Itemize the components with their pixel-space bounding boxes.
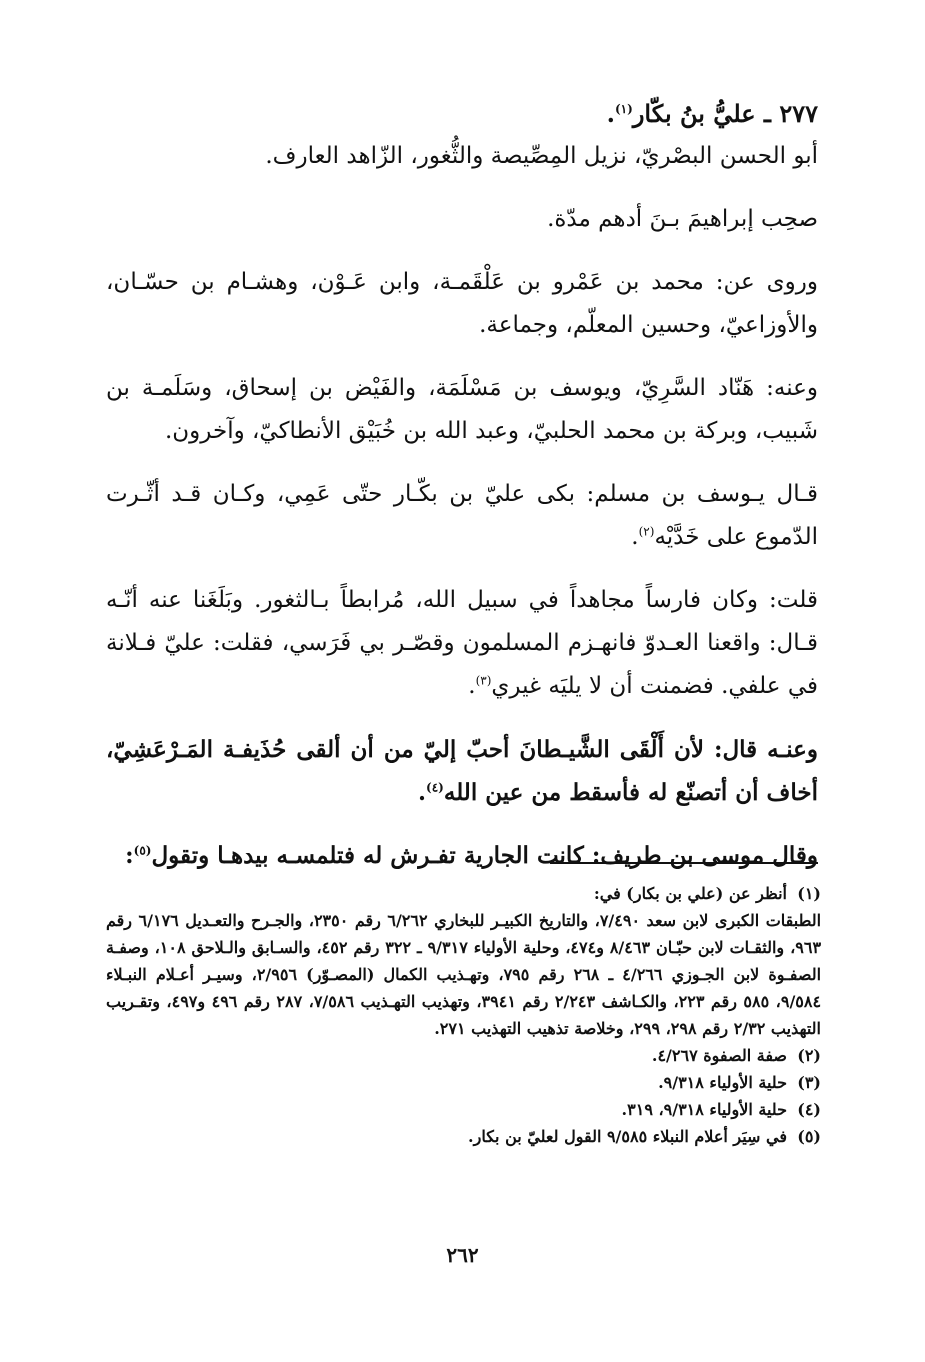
paragraph-7-text: وقال موسى بن طريف: كانت الجارية تفـرش له فتلمسـه بيدهـا وتقول — [151, 842, 818, 869]
paragraph-3: وعنه: هَنّاد السَّرِيّ، ويوسف بن مَسْلَمَة، والفَيْض بن إسحاق، وسَلَمـة بن شَبيب، وبركة بن محمد الحلبيّ، وعبد الله بن خُبَيْق الأنطاكيّ، وآخرون. — [106, 375, 818, 444]
footnote-ref-4: (٤) — [426, 780, 444, 795]
footnote-4 — [106, 1096, 821, 1123]
footnote-text: صفة الصفوة ٤/٢٦٧. — [651, 1046, 787, 1065]
page-number: ٢٦٢ — [446, 1243, 479, 1267]
footnotes — [106, 880, 821, 1150]
footnote-text: في سِيَر أعلام النبلاء ٩/٥٨٥ القول لعليّ بن بكار. — [468, 1127, 787, 1146]
paragraph-7 — [106, 834, 818, 877]
paragraph-6 — [106, 728, 818, 814]
footnote-1 — [106, 880, 821, 907]
footnote-number: (٣) — [797, 1073, 821, 1092]
paragraph-4-text: قـال يـوسف بن مسلم: بكى عليّ بن بكّـار حتّى عَمِي، وكـان قـد أثّـرت الدّموع على خَدَّيْه — [106, 481, 818, 550]
footnote-number: (٢) — [797, 1046, 821, 1065]
footnote-text: حلية الأولياء ٩/٣١٨، ٣١٩. — [621, 1100, 787, 1119]
paragraph-6-end: . — [418, 779, 427, 806]
footnote-text: حلية الأولياء ٩/٣١٨. — [658, 1073, 787, 1092]
entry-line-1: أبو الحسن البصْريّ، نزيل المِصِّيصة والثُّغور، الزّاهد العارف. — [265, 143, 818, 169]
footnote-text: أنظر عن (علي بن بكار) في: — [593, 884, 787, 903]
footnote-number: (١) — [797, 884, 821, 903]
paragraph-7-end: : — [125, 842, 134, 869]
paragraph-2: وروى عن: محمد بن عَمْرو بن عَلْقَمـة، وابن عَـوْن، وهشـام بن حسّـان، والأوزاعيّ، وحسين المعلّم، وجماعة. — [106, 269, 818, 338]
footnote-ref-5: (٥) — [133, 843, 152, 858]
footnote-ref-2: (٢) — [638, 524, 655, 539]
paragraph-1: صحِب إبراهيمَ بـنَ أدهم مدّة. — [547, 206, 818, 232]
paragraph-5 — [106, 579, 818, 708]
paragraph-6-text: وعنـه قال: لأن أَلْقَى الشَّيـطانَ أحبّ إليّ من أن ألقى حُذَيفـة المَـرْعَشِيّ، أخاف أن أتصنّع له فأسقط من عين الله — [106, 736, 818, 806]
paragraph-4-end: . — [631, 524, 639, 550]
paragraph-4 — [106, 473, 818, 559]
footnote-ref-3: (٣) — [475, 673, 492, 688]
footnote-number: (٤) — [797, 1100, 821, 1119]
footnote-3 — [106, 1069, 821, 1096]
footnote-divider — [550, 862, 818, 864]
footnote-2 — [106, 1042, 821, 1069]
heading-end: . — [606, 99, 615, 128]
footnote-5 — [106, 1123, 821, 1150]
entry-heading — [106, 92, 818, 135]
paragraph-5-end: . — [468, 673, 476, 699]
footnote-1-body: الطبقات الكبرى لابن سعد ٧/٤٩٠، والتاريخ الكبيـر للبخاري ٦/٢٦٢ رقم ٢٣٥٠، والجـرح والتعـديل ٦/١٧٦ رقم ٩٦٣، والثقـات لابن حبّـان ٨/٤٦٣ و٤٧٤، وحلية الأولياء ٩/٣١٧ ـ ٣٢٢ رقم ٤٥٢، والسـابق والـلاحق ١٠٨، وصفـة الصفـوة لابن الجـوزي ٤/٢٦٦ ـ ٢٦٨ رقم ٧٩٥، وتهـذيب الكمال (المصـوّر) ٢/٩٥٦، وسيـر أعـلام النبـلاء ٩/٥٨٤، ٥٨٥ رقم ٢٢٣، والكـاشف ٢/٢٤٣ رقم ٣٩٤١، وتهذيب التهـذيب ٧/٥٨٦، ٢٨٧ رقم ٤٩٦ و٤٩٧، وتقـريب التهذيب ٢/٣٢ رقم ٢٩٨، ٢٩٩، وخلاصة تذهيب التهذيب ٢٧١. — [106, 911, 822, 1038]
footnote-ref-1: (١) — [614, 102, 633, 116]
footnote-number: (٥) — [797, 1127, 821, 1146]
entry-heading-text: ٢٧٧ ـ عليُّ بنُ بكّار — [632, 99, 818, 128]
paragraph-5-text: قلت: وكان فارساً مجاهداً في سبيل الله، مُرابطاً بـالثغور. وبَلَغَنا عنه أنّـه قـال: واقعنا العـدوّ فانهـزم المسلمون وقصّـر بي فَرَسي، فقلت: عليّ فـلانة في علفي. فضمنت أن لا يليَه غيري — [106, 587, 818, 699]
main-text — [106, 92, 818, 877]
